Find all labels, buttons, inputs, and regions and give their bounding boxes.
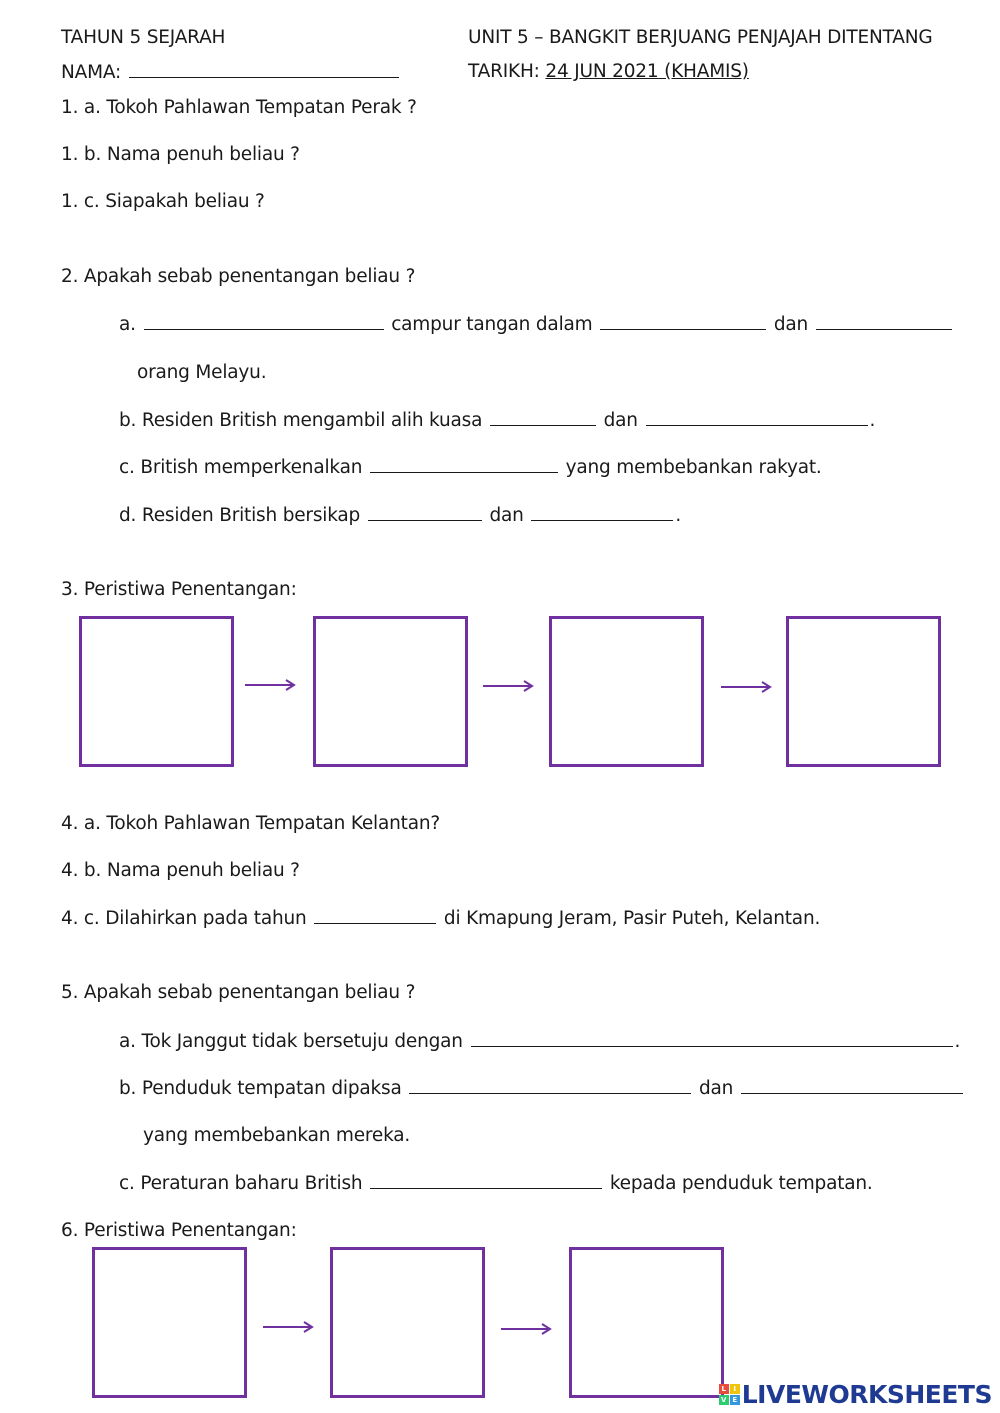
q3-answer-box-3[interactable] [549, 616, 704, 767]
unit-title: UNIT 5 – BANGKIT BERJUANG PENJAJAH DITENTANG [468, 27, 933, 48]
q3-arrow-icon-3 [721, 680, 773, 694]
q5b-prefix: b. Penduduk tempatan dipaksa [119, 1078, 402, 1099]
q6-answer-box-2[interactable] [330, 1247, 485, 1398]
q2b-blank-1[interactable] [490, 411, 596, 426]
q5a-blank[interactable] [471, 1032, 953, 1047]
q2b-row [119, 411, 875, 431]
logo-block-e: E [730, 1395, 740, 1405]
name-field[interactable] [129, 63, 399, 78]
q2a-mid1: campur tangan dalam [391, 314, 593, 335]
q1a-question: 1. a. Tokoh Pahlawan Tempatan Perak ? [61, 97, 417, 118]
q2d-row [119, 506, 681, 526]
q3-answer-box-1[interactable] [79, 616, 234, 767]
q2d-mid: dan [489, 505, 524, 526]
q6-arrow-icon-2 [501, 1322, 553, 1336]
q2a-blank-1[interactable] [144, 315, 384, 330]
q2d-blank-2[interactable] [531, 506, 673, 521]
q2b-prefix: b. Residen British mengambil alih kuasa [119, 410, 483, 431]
q5b-row [119, 1079, 965, 1099]
q2c-suffix: yang membebankan rakyat. [565, 457, 822, 478]
q4c-prefix: 4. c. Dilahirkan pada tahun [61, 908, 307, 929]
name-label: NAMA: [61, 62, 122, 83]
q4b-question: 4. b. Nama penuh beliau ? [61, 860, 300, 881]
q3-title: 3. Peristiwa Penentangan: [61, 579, 297, 600]
q5c-row [119, 1174, 873, 1194]
q5a-row [119, 1032, 960, 1052]
q2b-blank-2[interactable] [646, 411, 868, 426]
q5b-mid: dan [699, 1078, 734, 1099]
q2b-mid: dan [603, 410, 638, 431]
liveworksheets-logo [719, 1378, 992, 1410]
q2a-blank-2[interactable] [600, 315, 766, 330]
q2c-blank[interactable] [370, 458, 558, 473]
q5c-suffix: kepada penduduk tempatan. [609, 1173, 873, 1194]
q2-title: 2. Apakah sebab penentangan beliau ? [61, 266, 416, 287]
q5b-blank-2[interactable] [741, 1079, 963, 1094]
q1b-question: 1. b. Nama penuh beliau ? [61, 144, 300, 165]
q2a-row [119, 315, 954, 335]
logo-block-i: I [730, 1384, 740, 1394]
q2b-end: . [869, 410, 876, 431]
date-label: TARIKH: [468, 61, 540, 82]
q2d-blank-1[interactable] [368, 506, 482, 521]
q3-arrow-icon-2 [483, 679, 535, 693]
q3-answer-box-4[interactable] [786, 616, 941, 767]
q5c-prefix: c. Peraturan baharu British [119, 1173, 363, 1194]
q6-answer-box-3[interactable] [569, 1247, 724, 1398]
q1c-question: 1. c. Siapakah beliau ? [61, 191, 265, 212]
q6-answer-box-1[interactable] [92, 1247, 247, 1398]
q5-title: 5. Apakah sebab penentangan beliau ? [61, 982, 416, 1003]
logo-block-l: L [719, 1384, 729, 1394]
q5b-blank-1[interactable] [409, 1079, 691, 1094]
q5a-end: . [954, 1031, 961, 1052]
logo-blocks-icon [719, 1384, 740, 1405]
logo-block-v: V [719, 1395, 729, 1405]
q3-arrow-icon-1 [245, 678, 297, 692]
q2a-prefix: a. [119, 314, 136, 335]
q6-title: 6. Peristiwa Penentangan: [61, 1220, 297, 1241]
q3-answer-box-2[interactable] [313, 616, 468, 767]
q4c-suffix: di Kmapung Jeram, Pasir Puteh, Kelantan. [443, 908, 821, 929]
name-row [61, 63, 401, 83]
date-row [468, 63, 749, 82]
q2c-row [119, 458, 822, 478]
date-value: 24 JUN 2021 (KHAMIS) [545, 61, 749, 82]
q2c-prefix: c. British memperkenalkan [119, 457, 363, 478]
q4c-blank[interactable] [314, 909, 436, 924]
q5c-blank[interactable] [370, 1174, 602, 1189]
subject-title: TAHUN 5 SEJARAH [61, 27, 226, 48]
q2d-end: . [675, 505, 682, 526]
q2d-prefix: d. Residen British bersikap [119, 505, 361, 526]
q5b-continuation: yang membebankan mereka. [143, 1125, 411, 1146]
q2a-blank-3[interactable] [816, 315, 952, 330]
q4a-question: 4. a. Tokoh Pahlawan Tempatan Kelantan? [61, 813, 440, 834]
q2a-mid2: dan [773, 314, 809, 335]
q2a-continuation: orang Melayu. [137, 362, 267, 383]
q4c-row [61, 909, 820, 929]
logo-text: LIVEWORKSHEETS [741, 1379, 992, 1409]
q5a-prefix: a. Tok Janggut tidak bersetuju dengan [119, 1031, 463, 1052]
q6-arrow-icon-1 [263, 1320, 315, 1334]
